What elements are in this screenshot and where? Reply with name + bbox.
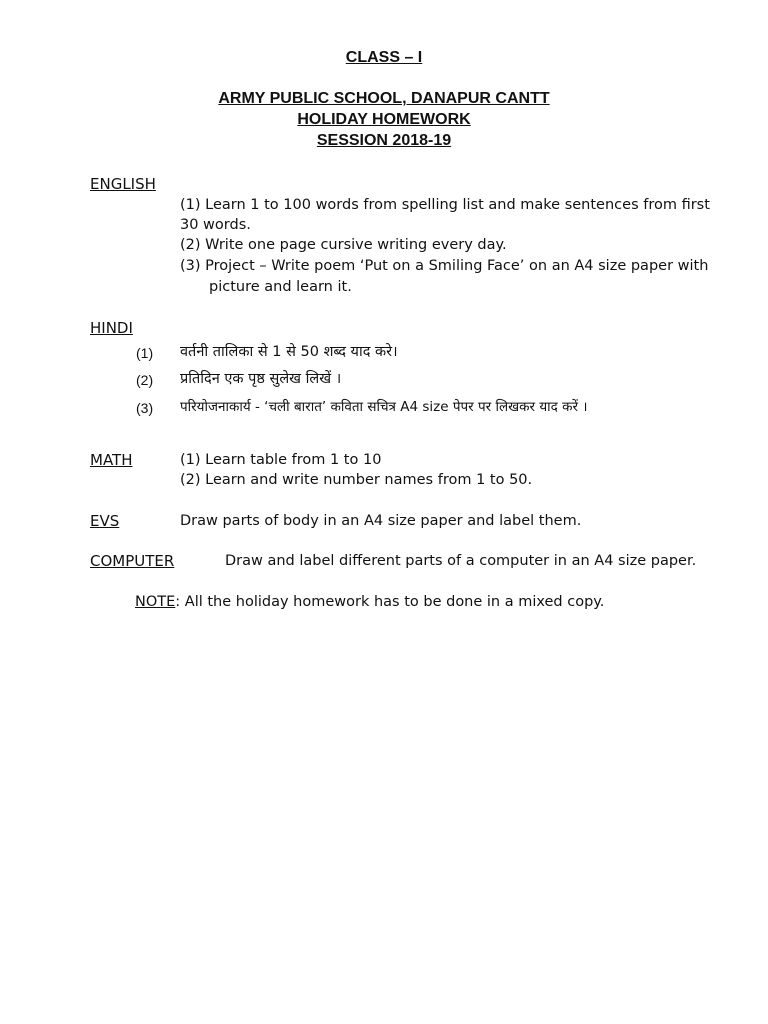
school-name: ARMY PUBLIC SCHOOL, DANAPUR CANTT [218,90,550,107]
math-line-2: (2) Learn and write number names from 1 to 50. [180,472,533,488]
computer-text: Draw and label different parts of a computer in an A4 size paper. [225,553,697,569]
hindi-item-1-number: (1) [136,345,154,361]
evs-heading: EVS [90,512,120,530]
hindi-item-3-text: परियोजनाकार्य - ‘चली बारात’ कविता सचित्र A4 size पेपर पर लिखकर याद करें । [180,399,588,415]
math-heading: MATH [90,451,133,469]
english-line-2: 30 words. [180,217,251,233]
hindi-item-2-number: (2) [136,372,154,388]
hindi-heading: HINDI [90,319,133,337]
hindi-item-1-text: वर्तनी तालिका से 1 से 50 शब्द याद करे। [180,344,398,360]
class-title: CLASS – I [345,49,423,66]
note-line [135,592,604,612]
math-line-1: (1) Learn table from 1 to 10 [180,452,382,468]
english-line-1: (1) Learn 1 to 100 words from spelling list and make sentences from first [180,197,710,213]
english-heading: ENGLISH [90,175,156,193]
session-title: SESSION 2018-19 [316,132,452,149]
english-line-5: picture and learn it. [209,279,352,295]
note-text: : All the holiday homework has to be done in a mixed copy. [175,594,605,610]
computer-heading: COMPUTER [90,552,175,570]
note-label: NOTE [135,594,176,610]
hindi-item-2-text: प्रतिदिन एक पृष्ठ सुलेख लिखें । [180,371,342,387]
english-line-4: (3) Project – Write poem ‘Put on a Smiling Face’ on an A4 size paper with [180,258,709,274]
hindi-item-3-number: (3) [136,400,154,416]
evs-text: Draw parts of body in an A4 size paper and label them. [180,513,582,529]
homework-title: HOLIDAY HOMEWORK [297,111,471,128]
english-line-3: (2) Write one page cursive writing every day. [180,237,507,253]
